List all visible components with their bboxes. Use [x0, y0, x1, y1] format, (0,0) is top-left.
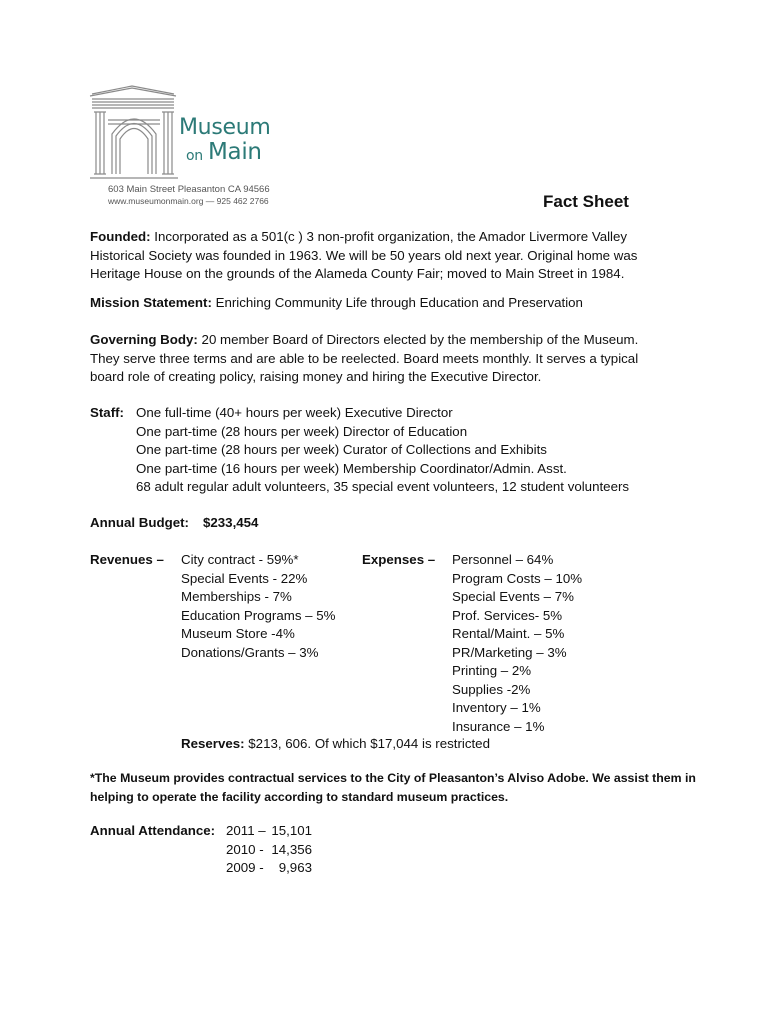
footnote-line: helping to operate the facility according to standard museum practices.	[90, 790, 509, 804]
governing-label: Governing Body:	[90, 332, 198, 347]
staff-item: One part-time (16 hours per week) Membership Coordinator/Admin. Asst.	[136, 460, 567, 476]
footnote	[90, 769, 696, 807]
governing-line-1	[90, 331, 638, 350]
expenses-label: Expenses –	[362, 552, 436, 567]
building-facade-icon	[88, 84, 188, 182]
logo-contact: www.museumonmain.org — 925 462 2766	[108, 196, 269, 206]
revenue-item: Education Programs – 5%	[181, 607, 336, 623]
attendance-year: 2010 -	[226, 841, 264, 857]
logo-word-main: Main	[208, 139, 262, 165]
attendance-counts	[268, 822, 312, 878]
footnote-line: *The Museum provides contractual services to the City of Pleasanton’s Alviso Adobe. We assist them in	[90, 771, 696, 785]
expense-item: Special Events – 7%	[452, 589, 574, 604]
mission-label: Mission Statement:	[90, 295, 212, 310]
founded-label: Founded:	[90, 229, 151, 244]
reserves	[181, 735, 490, 754]
museum-logo	[88, 84, 288, 214]
founded-text-1: Incorporated as a 501(c ) 3 non-profit organization, the Amador Livermore Valley	[150, 229, 628, 244]
revenues-label: Revenues –	[90, 552, 164, 567]
budget-label: Annual Budget:	[90, 515, 189, 530]
page-title: Fact Sheet	[543, 192, 629, 211]
logo-address: 603 Main Street Pleasanton CA 94566	[108, 184, 270, 195]
revenues-list	[181, 551, 335, 662]
expense-item: Prof. Services- 5%	[452, 607, 563, 623]
attendance-year: 2009 -	[226, 860, 264, 875]
expense-item: Printing – 2%	[452, 663, 532, 678]
attendance-years	[226, 822, 266, 878]
staff-item: One part-time (28 hours per week) Curator of Collections and Exhibits	[136, 442, 547, 457]
reserves-label: Reserves:	[181, 736, 245, 751]
founded-line-1	[90, 228, 627, 247]
revenue-item: Museum Store -4%	[181, 626, 295, 641]
staff-item: One full-time (40+ hours per week) Executive Director	[136, 405, 453, 420]
expenses-list	[452, 551, 582, 736]
expense-item: Rental/Maint. – 5%	[452, 626, 565, 641]
annual-budget	[90, 514, 258, 533]
logo-word-on: on	[186, 148, 203, 164]
staff-list	[136, 404, 629, 497]
revenue-item: Memberships - 7%	[181, 589, 292, 604]
attendance-count: 9,963	[278, 860, 312, 875]
governing-line-2: They serve three terms and are able to be reelected. Board meets monthly. It serves a typical	[90, 350, 639, 366]
mission-text: Enriching Community Life through Education and Preservation	[211, 295, 583, 310]
staff-item: One part-time (28 hours per week) Director of Education	[136, 423, 468, 439]
revenue-item: Donations/Grants – 3%	[181, 644, 319, 660]
reserves-text: $213, 606. Of which $17,044 is restricted	[244, 736, 490, 751]
expense-item: Insurance – 1%	[452, 718, 545, 734]
expense-item: Supplies -2%	[452, 681, 531, 697]
budget-value: $233,454	[202, 515, 259, 530]
attendance-year: 2011 –	[226, 823, 266, 838]
logo-word-museum: Museum	[179, 115, 271, 140]
revenue-item: Special Events - 22%	[181, 570, 308, 586]
expense-item: PR/Marketing – 3%	[452, 644, 567, 660]
attendance-count: 15,101	[271, 823, 312, 838]
expense-item: Personnel – 64%	[452, 552, 554, 567]
founded-line-3: Heritage House on the grounds of the Alameda County Fair; moved to Main Street in 1984.	[90, 266, 625, 281]
expense-item: Inventory – 1%	[452, 700, 541, 715]
staff-label: Staff:	[90, 405, 124, 420]
founded-line-2: Historical Society was founded in 1963. We will be 50 years old next year. Original home was	[90, 247, 638, 263]
governing-line-3: board role of creating policy, raising money and hiring the Executive Director.	[90, 369, 542, 384]
mission-statement	[90, 294, 583, 313]
governing-text-1: 20 member Board of Directors elected by the membership of the Museum.	[197, 332, 639, 347]
expense-item: Program Costs – 10%	[452, 570, 583, 586]
attendance-label: Annual Attendance:	[90, 823, 216, 838]
staff-item: 68 adult regular adult volunteers, 35 special event volunteers, 12 student volunteers	[136, 479, 630, 494]
revenue-item: City contract - 59%*	[181, 552, 299, 567]
attendance-count: 14,356	[271, 841, 312, 857]
